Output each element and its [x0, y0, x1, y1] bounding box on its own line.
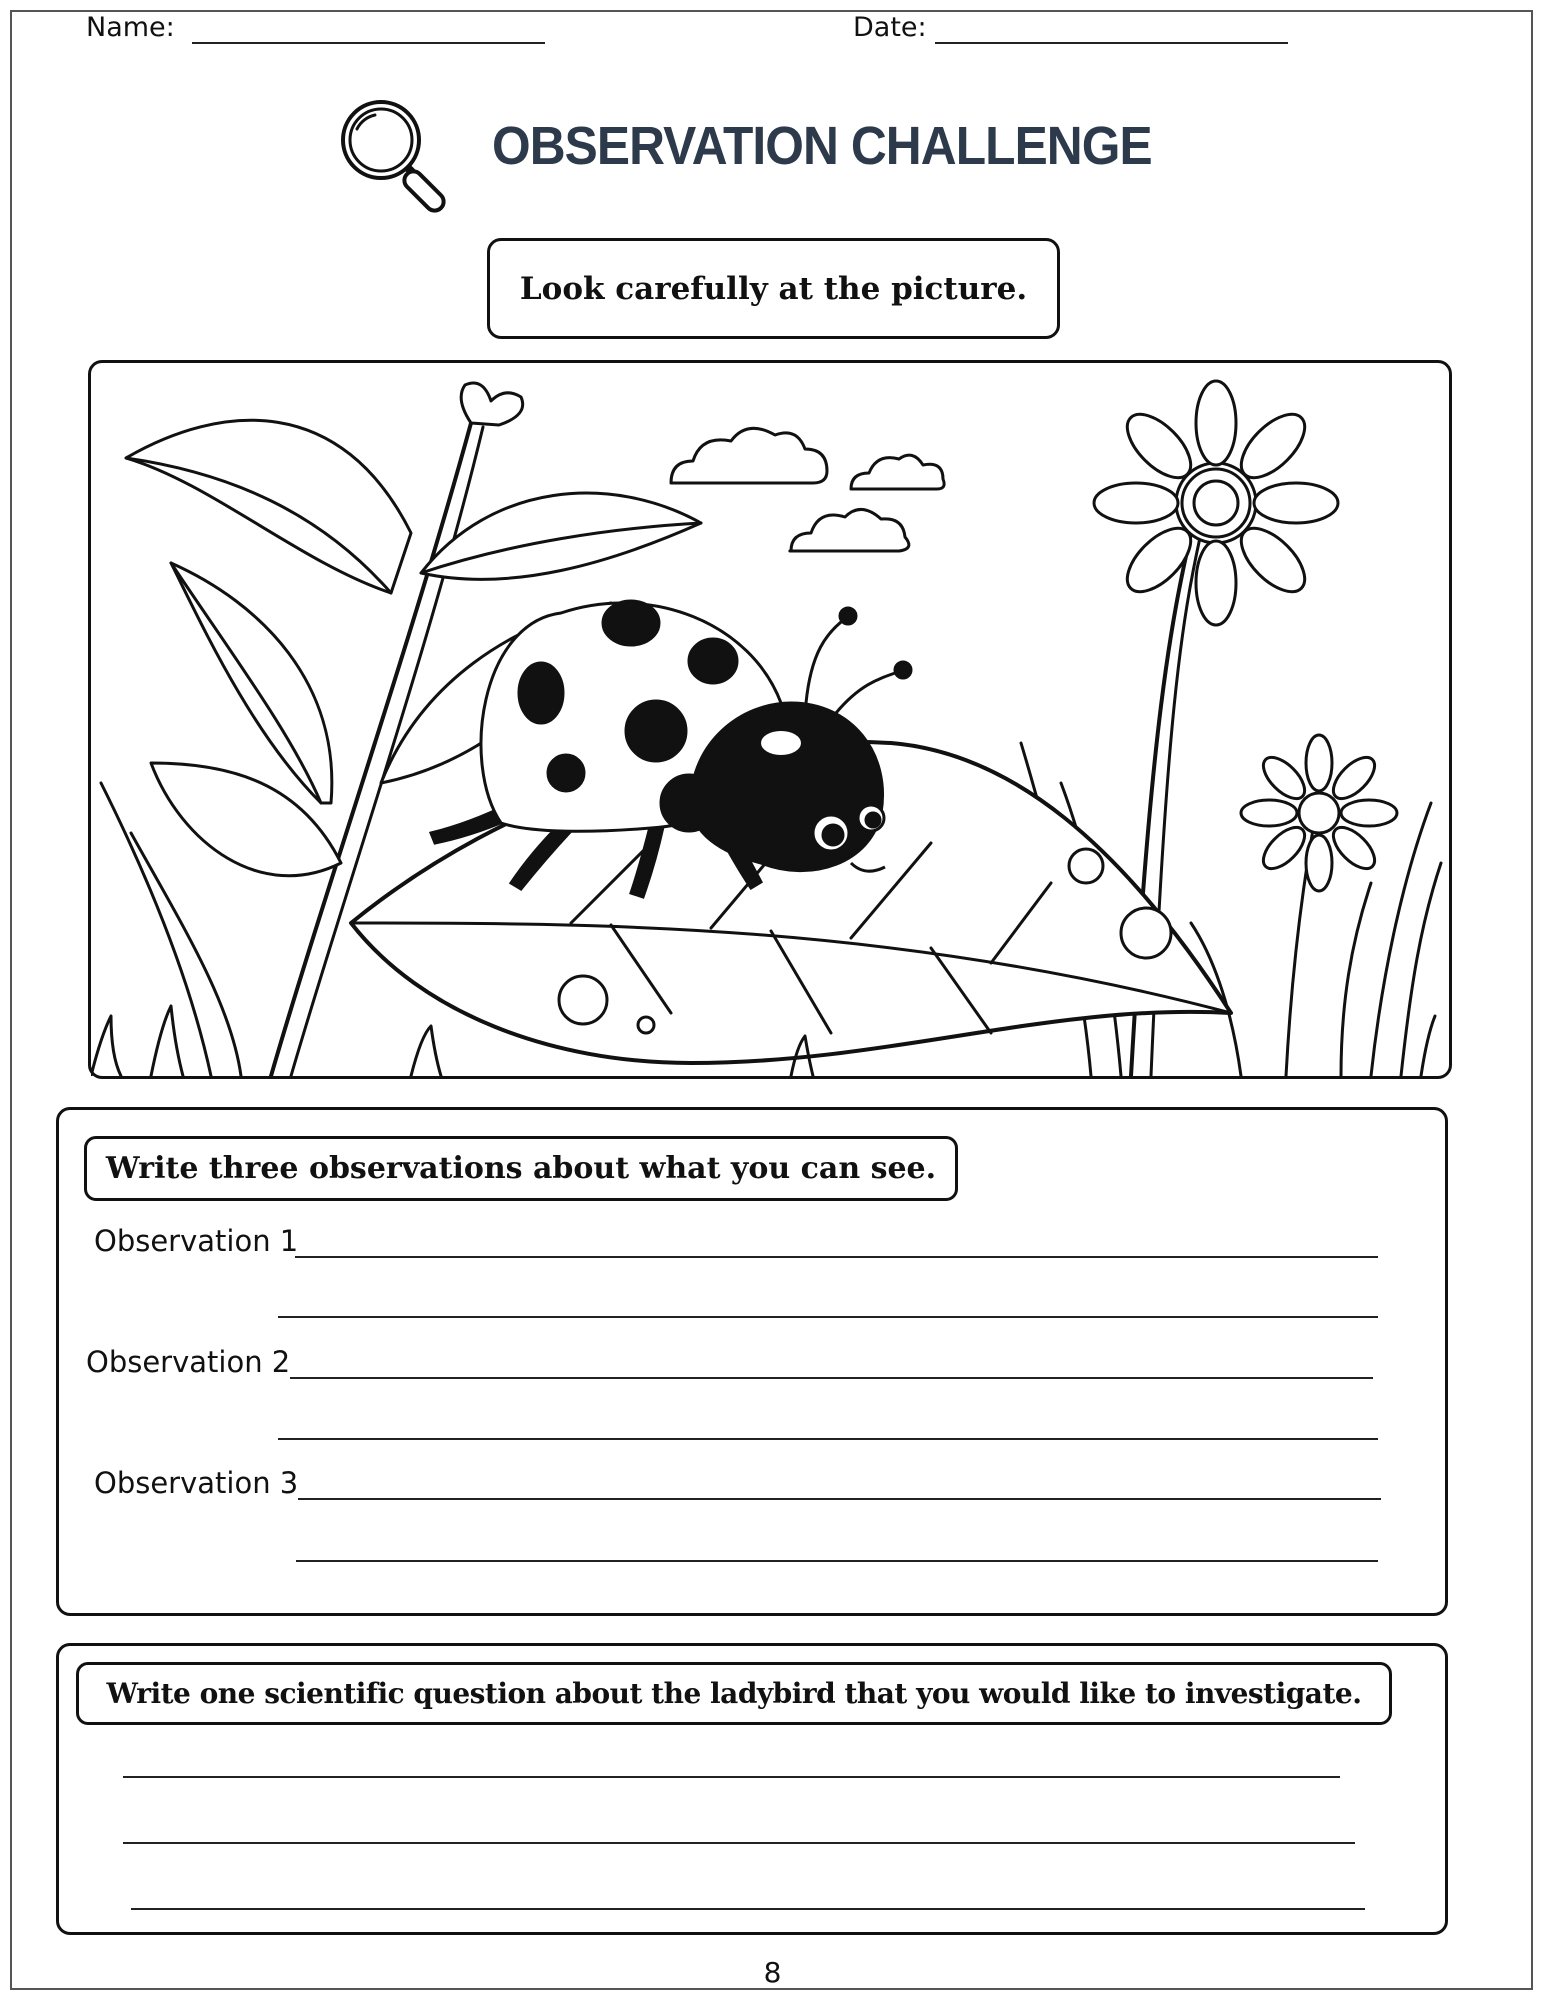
- cloud-icon: [671, 428, 827, 483]
- observation-2-line-2[interactable]: [278, 1438, 1378, 1440]
- cloud-icon: [851, 455, 944, 489]
- name-label: Name:: [86, 12, 175, 43]
- observations-prompt: Write three observations about what you can see.: [105, 1151, 937, 1186]
- observation-3-line-2[interactable]: [296, 1560, 1378, 1562]
- page-number: 8: [763, 1956, 782, 1989]
- observation-3-line-1[interactable]: [298, 1498, 1381, 1500]
- daisy-flower-icon: [1241, 735, 1397, 1076]
- magnifying-glass-icon: [335, 95, 460, 220]
- date-field[interactable]: [935, 42, 1288, 44]
- observation-1-label: Observation 1: [94, 1224, 299, 1258]
- name-field[interactable]: [192, 42, 545, 44]
- date-label: Date:: [853, 12, 927, 43]
- question-line-1[interactable]: [123, 1776, 1340, 1778]
- question-line-2[interactable]: [123, 1842, 1355, 1844]
- observation-3-label: Observation 3: [94, 1466, 299, 1500]
- observation-1-line-1[interactable]: [295, 1256, 1378, 1258]
- question-line-3[interactable]: [131, 1908, 1365, 1910]
- question-prompt: Write one scientific question about the ladybird that you would like to investigate.: [106, 1677, 1362, 1710]
- observation-2-label: Observation 2: [86, 1345, 291, 1379]
- ladybird-illustration: [91, 363, 1449, 1076]
- observation-1-line-2[interactable]: [278, 1316, 1378, 1318]
- observation-2-line-1[interactable]: [290, 1377, 1373, 1379]
- page-title: OBSERVATION CHALLENGE: [492, 116, 1152, 176]
- instruction-text: Look carefully at the picture.: [519, 270, 1028, 307]
- cloud-icon: [790, 509, 909, 551]
